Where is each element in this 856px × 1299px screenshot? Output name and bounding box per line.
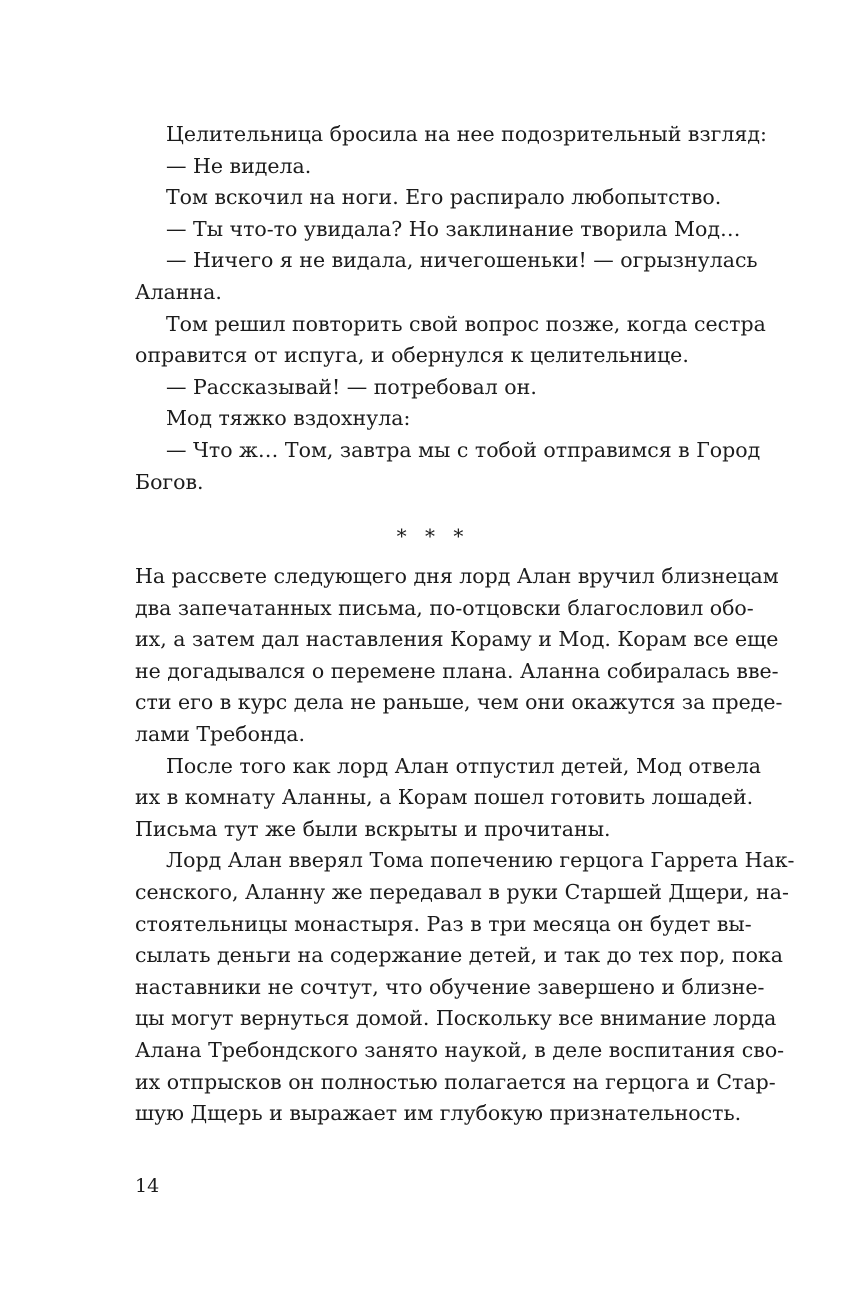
text-line: Целительница бросила на нее подозрительный взгляд: [166, 122, 767, 146]
text-line: не догадывался о перемене плана. Аланна собиралась вве- [135, 658, 779, 683]
text-line: шую Дщерь и выражает им глубокую признательность. [135, 1101, 742, 1126]
text-line: Том вскочил на ноги. Его распирало любопытство. [166, 185, 722, 210]
text-section-1 [135, 119, 767, 498]
text-line: сти его в курс дела не раньше, чем они окажутся за преде- [135, 690, 783, 715]
text-line: их отпрысков он полностью полагается на герцога и Стар- [135, 1069, 776, 1094]
text-line: лами Требонда. [135, 721, 306, 746]
text-line: Лорд Алан вверял Тома попечению герцога Гаррета Нак- [166, 848, 795, 873]
text-line: сенского, Аланну же передавал в руки Старшей Дщери, на- [135, 879, 789, 904]
text-line: Мод тяжко вздохнула: [166, 406, 411, 431]
text-line: — Ничего я не видала, ничегошеньки! — огрызнулась [166, 248, 758, 273]
text-line: два запечатанных письма, по-отцовски благословил обо- [135, 595, 754, 620]
text-line: — Ты что-то увидала? Но заклинание творила Мод… [166, 216, 741, 241]
text-line: их в комнату Аланны, а Корам пошел готовить лошадей. [135, 785, 754, 810]
text-line: — Что ж… Том, завтра мы с тобой отправимся в Город [166, 437, 761, 462]
text-line: После того как лорд Алан отпустил детей, Мод отвела [166, 753, 762, 778]
text-line: Том решил повторить свой вопрос позже, когда сестра [166, 311, 766, 336]
text-line: — Рассказывай! — потребовал он. [166, 374, 537, 399]
text-line: цы могут вернуться домой. Поскольку все внимание лорда [135, 1006, 777, 1031]
text-section-2 [135, 561, 795, 1130]
text-line: Письма тут же были вскрыты и прочитаны. [135, 816, 611, 841]
text-line: оправится от испуга, и обернулся к целительнице. [135, 343, 689, 368]
text-line: Богов. [135, 469, 204, 494]
text-line: сылать деньги на содержание детей, и так до тех пор, пока [135, 943, 783, 968]
page-number: 14 [135, 1175, 160, 1197]
text-line: — Не видела. [166, 153, 312, 178]
text-line: Алана Требондского занято наукой, в деле воспитания сво- [135, 1037, 785, 1062]
text-line: наставники не сочтут, что обучение завершено и близне- [135, 974, 765, 999]
text-line: стоятельницы монастыря. Раз в три месяца он будет вы- [135, 911, 752, 936]
section-separator: * * * [396, 524, 470, 548]
text-line: Аланна. [135, 279, 222, 304]
text-line: На рассвете следующего дня лорд Алан вручил близнецам [135, 564, 779, 588]
text-line: их, а затем дал наставления Кораму и Мод. Корам все еще [135, 627, 779, 652]
